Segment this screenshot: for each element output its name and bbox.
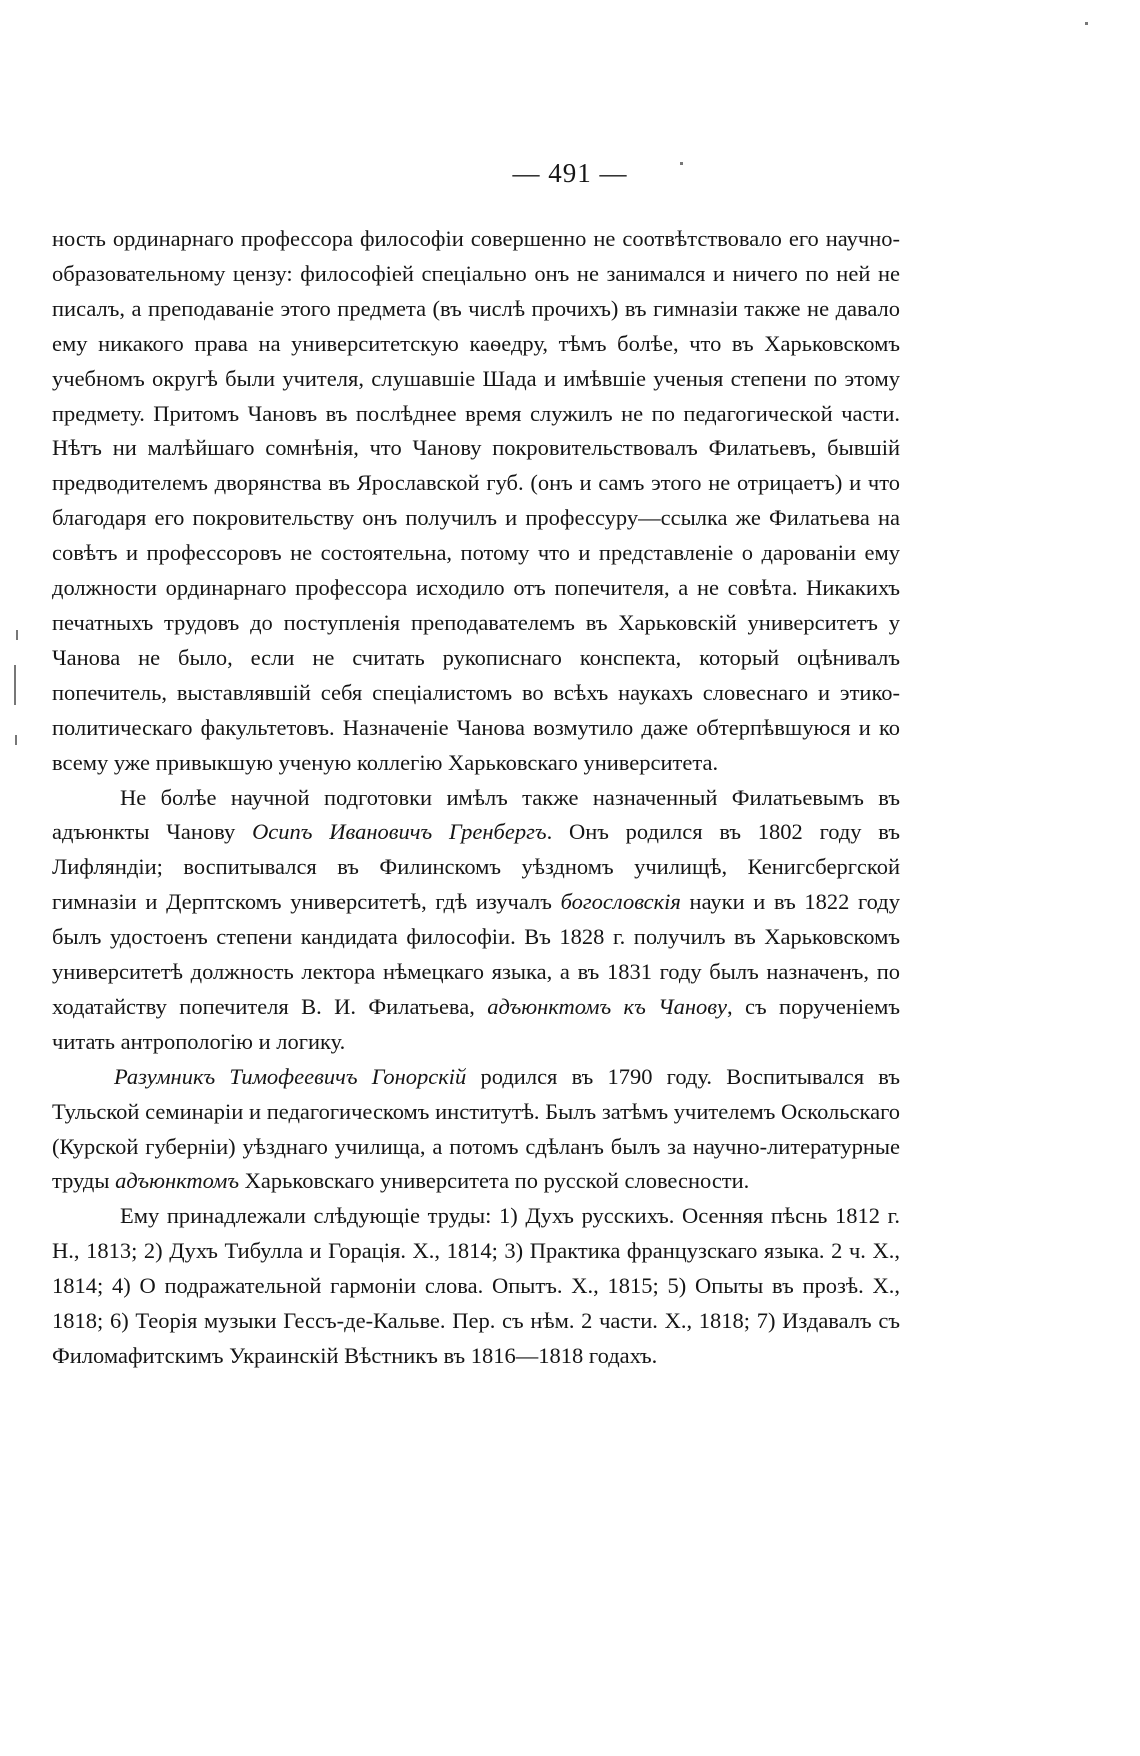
paragraph-text: Ему принадлежали слѣдующіе труды: 1) Духъ русскихъ. Осенняя пѣснь 1812 г. Н., 1813; 2) Духъ Тибулла и Горація. Х., 1814; 3) Практика французскаго языка. 2 ч. Х., 1814; 4) О подражательной гармоніи слова. Опытъ. Х., 1815; 5) Опыты въ прозѣ. Х., 1818; 6) Теорія музыки Гессъ-де-Кальве. Пер. съ нѣм. 2 части. Х., 1818; 7) Издавалъ съ Филомафитскимъ Украинскій Вѣстникъ въ 1816—1818 годахъ. <box>52 1203 900 1368</box>
paragraph-gonorsky <box>52 1060 900 1200</box>
paragraph-text: Не болѣе научной подготовки имѣлъ также назначенный Филатьевымъ въ адъюнкты Чанову <box>52 784 900 845</box>
emphasis-adjunct-to-chanov: адъюнктомъ къ Чанову <box>487 993 728 1019</box>
scan-speck <box>14 665 16 705</box>
person-name-gonorsky: Разумникъ Тимофеевичъ Гонорскій <box>114 1063 467 1089</box>
paragraph-text: , съ порученіемъ читать антропологію и логику. <box>52 993 900 1054</box>
emphasis-theological: богословскія <box>560 889 681 915</box>
paragraph-text: Харьковскаго университета по русской словесности. <box>239 1168 750 1194</box>
emphasis-adjunct: адъюнктомъ <box>115 1168 240 1194</box>
scan-speck <box>680 162 683 165</box>
paragraph-text: . Онъ родился въ 1802 году въ Лифляндіи; воспитывался въ Филинскомъ уѣздномъ училищѣ, Кенигсбергской гимназіи и Дерптскомъ университетѣ, гдѣ изучалъ <box>52 819 901 915</box>
paragraph-text: науки и въ 1822 году былъ удостоенъ степени кандидата философіи. Въ 1828 г. получилъ въ Харьковскомъ университетѣ должность лектора нѣмецкаго языка, а въ 1831 году былъ назначенъ, по ходатайству попечителя В. И. Филатьева, <box>52 889 900 1019</box>
person-name-grenberg: Осипъ Ивановичъ Гренбергъ <box>252 819 547 845</box>
paragraph-grenberg <box>52 781 900 1060</box>
scan-speck <box>16 630 18 640</box>
page-number: — 491 — <box>512 158 628 188</box>
scan-speck <box>15 735 17 745</box>
scan-speck <box>1085 22 1088 25</box>
body-text <box>52 222 900 1374</box>
paragraph-works-list <box>52 1199 900 1374</box>
paragraph-text: ность ординарнаго профессора философіи совершенно не соотвѣтствовало его научно-образовательному цензу: философіей спеціально онъ не занимался и ничего по ней не писалъ, а преподаваніе этого предмета (въ числѣ прочихъ) въ гимназіи также не давало ему никакого права на университетскую каѳедру, тѣмъ болѣе, что въ Харьковскомъ учебномъ округѣ были учителя, слушавшіе Шада и имѣвшіе ученыя степени по этому предмету. Притомъ Чановъ въ послѣднее время служилъ не по педагогической части. Нѣтъ ни малѣйшаго сомнѣнія, что Чанову покровительствовалъ Филатьевъ, бывшій предводителемъ дворянства въ Ярославской губ. (онъ и самъ этого не отрицаетъ) и что благодаря его покровительству онъ получилъ и профессуру—ссылка же Филатьева на совѣтъ и профессоровъ не состоятельна, потому что и представленіе о дарованіи ему должности ординарнаго профессора исходило отъ попечителя, а не совѣта. Никакихъ печатныхъ трудовъ до поступленія преподавателемъ въ Харьковскій университетъ у Чанова не было, если не считать рукописнаго конспекта, который оцѣнивалъ попечитель, выставлявшій себя спеціалистомъ во всѣхъ наукахъ словеснаго и этико-политическаго факультетовъ. Назначеніе Чанова возмутило даже обтерпѣвшуюся и ко всему уже привыкшую ученую коллегію Харьковскаго университета. <box>52 226 900 775</box>
paragraph-text: родился въ 1790 году. Воспитывался въ Тульской семинаріи и педагогическомъ институтѣ. Былъ затѣмъ учителемъ Оскольскаго (Курской губерніи) уѣзднаго училища, а потомъ сдѣланъ былъ за научно-литературные труды <box>52 1063 900 1194</box>
paragraph-chanov-continued <box>52 222 900 781</box>
